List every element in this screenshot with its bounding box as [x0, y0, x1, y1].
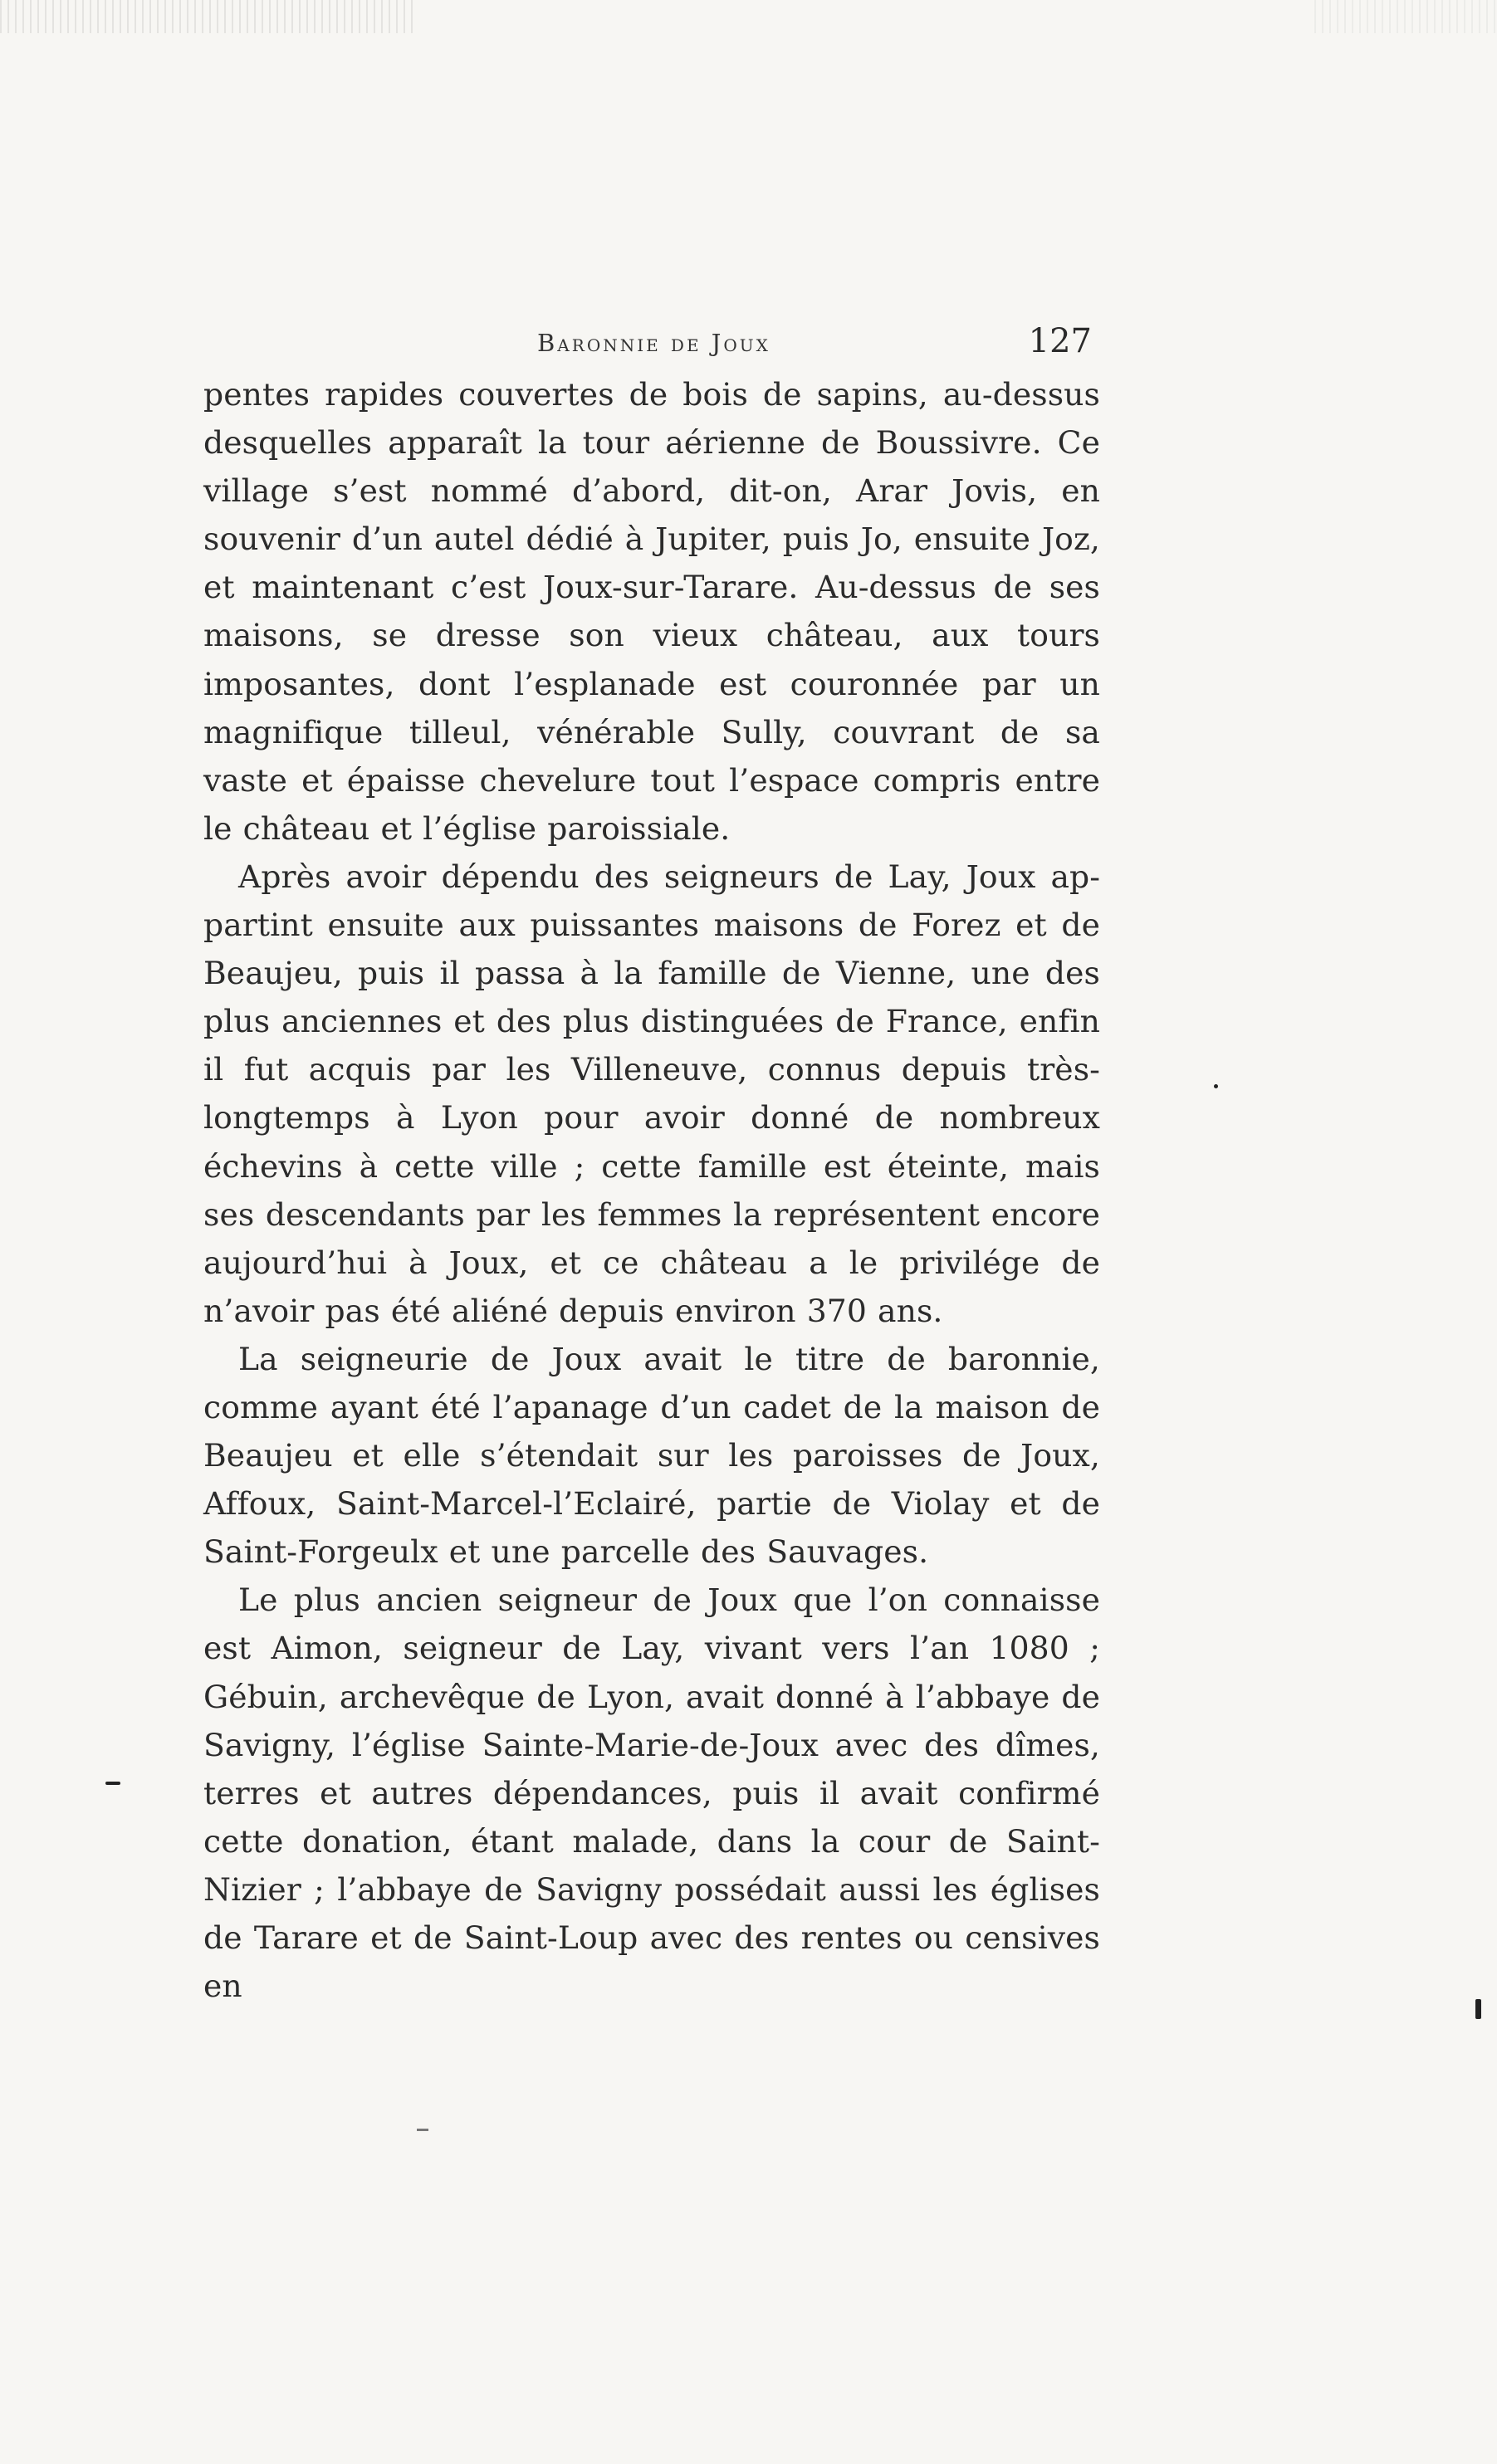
page-header: [203, 322, 1100, 372]
scan-noise-top-right: [1314, 0, 1497, 33]
scan-noise-top-left: [0, 0, 415, 33]
body-text: [203, 370, 1100, 2010]
margin-dot: [1214, 1084, 1218, 1088]
page-number: 127: [1028, 322, 1092, 360]
paragraph-3: La seigneurie de Joux avait le titre de baronnie, comme ayant été l’apanage d’un cadet de la maison de Beaujeu et elle s’étendait sur les paroisses de Joux, Affoux, Saint-Marcel-l’Eclairé, partie de Violay et de Saint-Forgeulx et une parcelle des Sauvages.: [203, 1340, 1100, 1571]
paragraph-2: Après avoir dépendu des seigneurs de Lay, Joux appartint ensuite aux puissantes maisons de Forez et de Beaujeu, puis il passa à la famille de Vienne, une des plus anciennes et des plus distinguées de France, enfin il fut acquis par les Villeneuve, connus depuis très-longtemps à Lyon pour avoir donné de nombreux échevins à cette ville ; cette famille est éteinte, mais ses descendants par les femmes la représentent encore aujourd’hui à Joux, et ce château a le privilége de n’avoir pas été aliéné depuis environ 370 ans.: [203, 858, 1100, 1329]
margin-mark-right: [1475, 1999, 1481, 2019]
margin-mark-left: [105, 1782, 120, 1785]
paragraph-4: Le plus ancien seigneur de Joux que l’on connaisse est Aimon, seigneur de Lay, vivant vers l’an 1080 ; Gébuin, archevêque de Lyon, avait donné à l’abbaye de Savigny, l’église Sainte-Marie-de-Joux avec des dîmes, terres et autres dépendances, puis il avait confirmé cette donation, étant malade, dans la cour de Saint-Nizier ; l’abbaye de Savigny possédait aussi les églises de Tarare et de Saint-Loup avec des rentes ou censives en: [203, 1582, 1100, 2005]
paragraph-1: pentes rapides couvertes de bois de sapins, au-dessus desquelles apparaît la tour aérienne de Boussivre. Ce village s’est nommé d’abord, dit-on, Arar Jovis, en souvenir d’un autel dédié à Jupiter, puis Jo, ensuite Joz, et maintenant c’est Joux-sur-Tarare. Au-dessus de ses maisons, se dresse son vieux château, aux tours imposantes, dont l’esplanade est couronnée par un magnifique tilleul, vénérable Sully, couvrant de sa vaste et épaisse chevelure tout l’espace compris entre le château et l’église paroissiale.: [203, 376, 1100, 847]
running-title: Baronnie de Joux: [537, 329, 771, 357]
margin-mark-bottom: [417, 2129, 428, 2131]
